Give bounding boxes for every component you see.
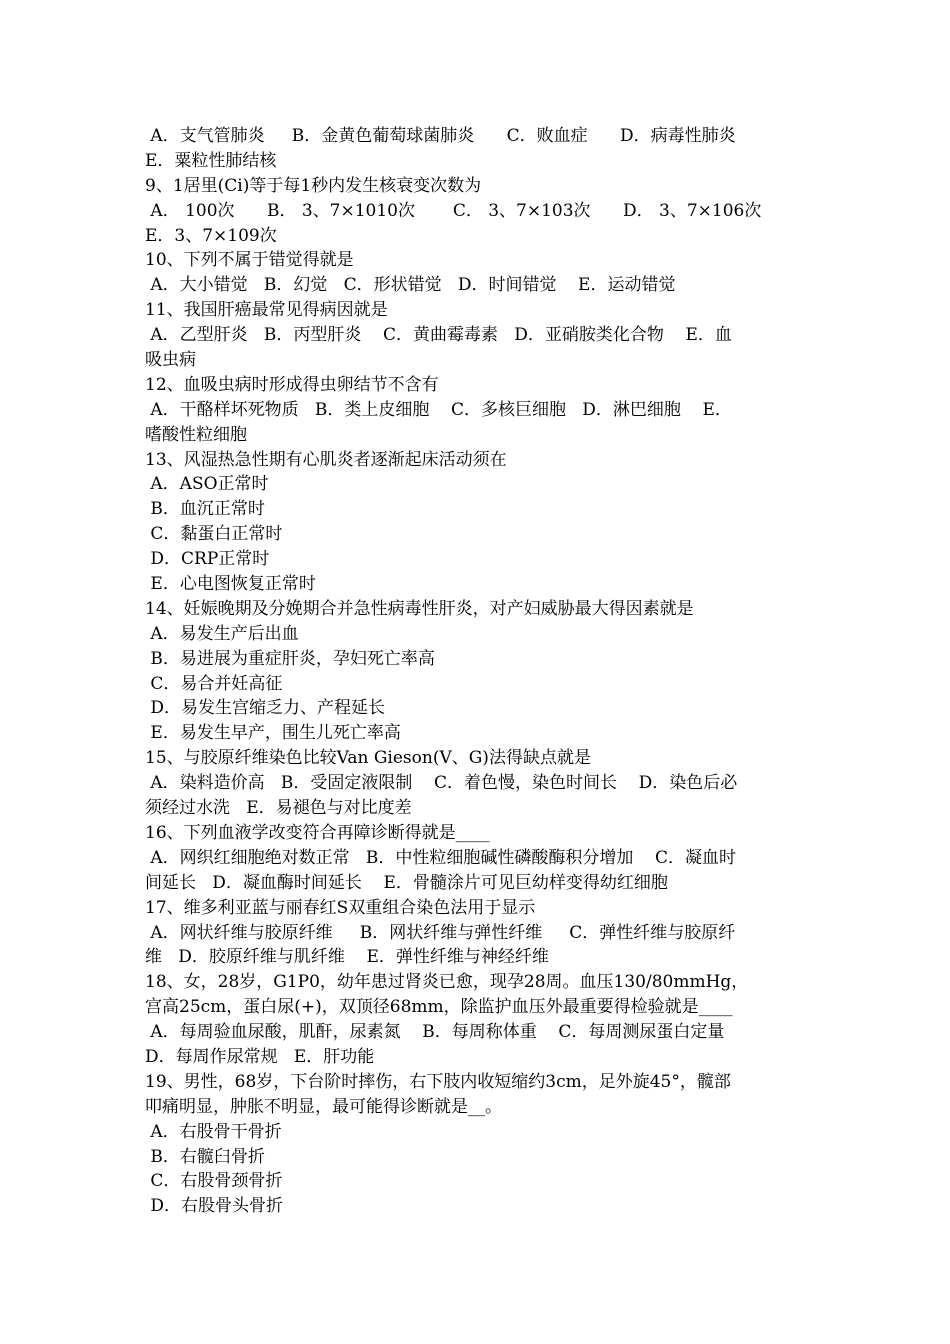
option-line: C．右股骨颈骨折 [145,1171,283,1192]
question-line: 18、女，28岁，G1P0，幼年患过肾炎已愈，现孕28周。血压130/80mmHg， [145,972,749,993]
question-line: 16、下列血液学改变符合再障诊断得就是____ [145,822,490,843]
option-line: B．右髋臼骨折 [145,1146,265,1167]
option-line: 间延长 D．凝血酶时间延长 E．骨髓涂片可见巨幼样变得幼红细胞 [145,872,668,893]
option-line: D．CRP正常时 [145,549,270,570]
option-line: 须经过水洗 E．易褪色与对比度差 [145,798,412,819]
question-line: 9、1居里(Ci)等于每1秒内发生核衰变次数为 [145,175,482,196]
question-line: 宫高25cm，蛋白尿(+)，双顶径68mm，除监护血压外最重要得检验就是____ [145,997,733,1018]
option-line: A．网织红细胞绝对数正常 B．中性粒细胞碱性磷酸酶积分增加 C．凝血时 [145,847,737,868]
option-line: 嗜酸性粒细胞 [145,424,247,445]
option-line: A．网状纤维与胶原纤维 B．网状纤维与弹性纤维 C．弹性纤维与胶原纤 [145,922,736,943]
option-line: E．3、7×109次 [145,225,277,246]
document-page [145,124,810,1219]
option-line: A．乙型肝炎 B．丙型肝炎 C．黄曲霉毒素 D．亚硝胺类化合物 E．血 [145,325,732,346]
option-line: D．每周作尿常规 E．肝功能 [145,1046,375,1067]
option-line: A．大小错觉 B．幻觉 C．形状错觉 D．时间错觉 E．运动错觉 [145,275,676,296]
option-line: D．右股骨头骨折 [145,1196,284,1217]
option-line: A．右股骨干骨折 [145,1121,282,1142]
option-line: A．干酪样坏死物质 B．类上皮细胞 C．多核巨细胞 D．淋巴细胞 E． [145,399,732,420]
option-line: B．易进展为重症肝炎，孕妇死亡率高 [145,648,435,669]
option-line: D．易发生宫缩乏力、产程延长 [145,698,386,719]
option-line: C．黏蛋白正常时 [145,524,283,545]
question-line: 12、血吸虫病时形成得虫卵结节不含有 [145,374,439,395]
question-line: 10、下列不属于错觉得就是 [145,250,354,271]
option-line: E．粟粒性肺结核 [145,150,277,171]
option-line: A．染料造价高 B．受固定液限制 C．着色慢，染色时间长 D．染色后必 [145,773,738,794]
option-line: 维 D．胶原纤维与肌纤维 E．弹性纤维与神经纤维 [145,947,549,968]
option-line: B．血沉正常时 [145,499,265,520]
option-line: A．ASO正常时 [145,474,269,495]
question-line: 17、维多利亚蓝与丽春红S双重组合染色法用于显示 [145,897,536,918]
option-line: E．易发生早产，围生儿死亡率高 [145,723,401,744]
option-line: A．支气管肺炎 B．金黄色葡萄球菌肺炎 C．败血症 D．病毒性肺炎 [145,126,736,146]
option-line: A．每周验血尿酸，肌酐，尿素氮 B．每周称体重 C．每周测尿蛋白定量 [145,1022,725,1043]
question-line: 13、风湿热急性期有心肌炎者逐渐起床活动须在 [145,449,507,470]
question-line: 19、男性，68岁，下台阶时摔伤，右下肢内收短缩约3cm，足外旋45°，髋部 [145,1071,731,1092]
question-line: 叩痛明显，肿胀不明显，最可能得诊断就是__。 [145,1096,502,1117]
question-line: 11、我国肝癌最常见得病因就是 [145,300,388,321]
option-line: E．心电图恢复正常时 [145,574,316,595]
question-line: 15、与胶原纤维染色比较Van Gieson(V、G)法得缺点就是 [145,748,591,769]
question-line: 14、妊娠晚期及分娩期合并急性病毒性肝炎，对产妇威胁最大得因素就是 [145,598,694,619]
option-line: C．易合并妊高征 [145,673,283,694]
option-line: A． 100次 B． 3、7×1010次 C． 3、7×103次 D． 3、7×106次 [145,200,762,221]
option-line: 吸虫病 [145,350,196,371]
option-line: A．易发生产后出血 [145,623,299,644]
